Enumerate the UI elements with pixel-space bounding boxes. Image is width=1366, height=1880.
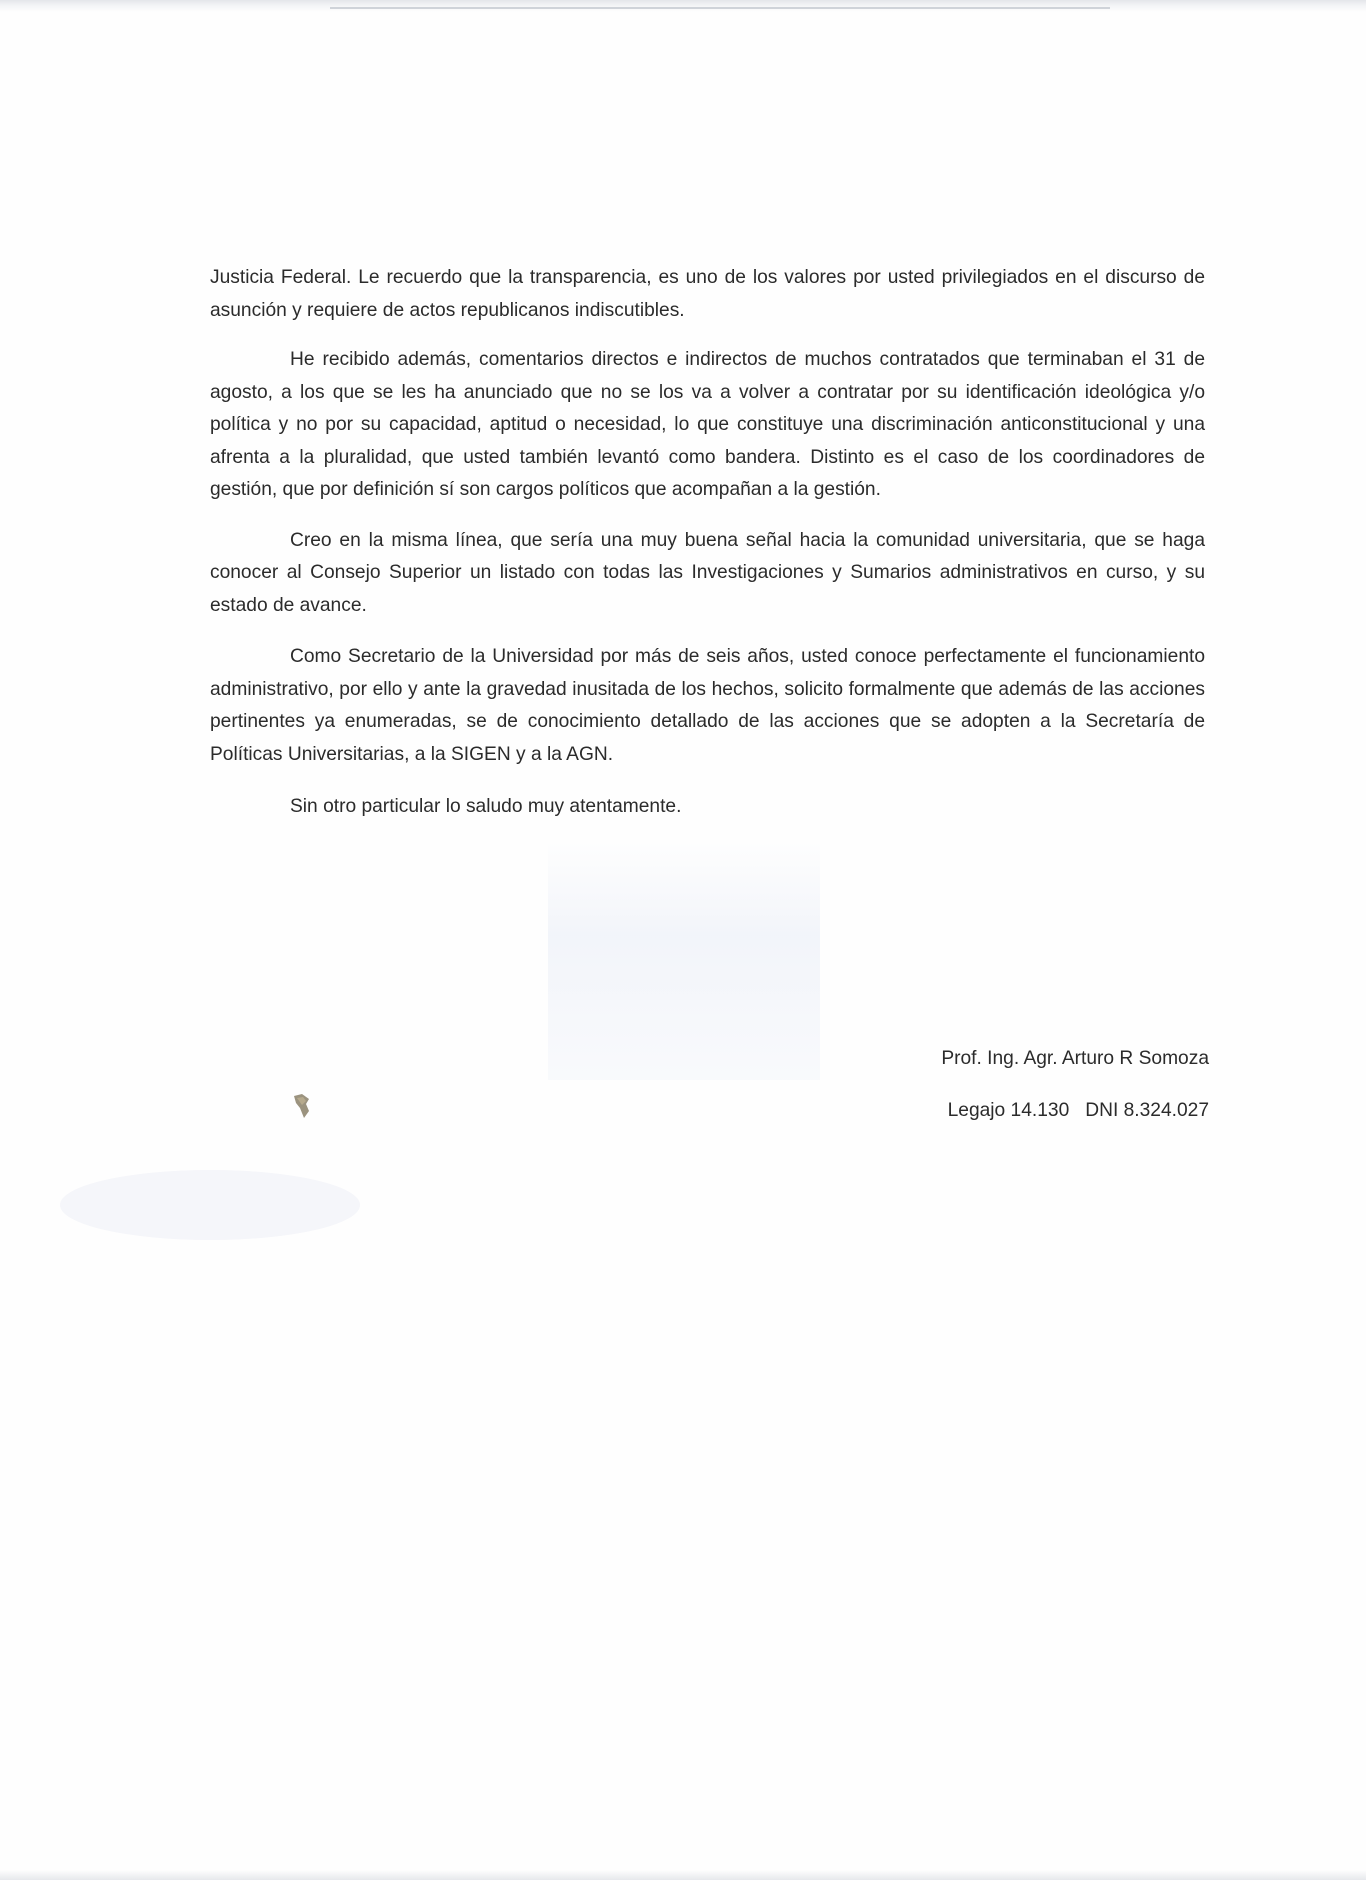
letter-body <box>210 262 1205 824</box>
scan-smudge <box>60 1170 360 1240</box>
signer-name: Prof. Ing. Agr. Arturo R Somoza <box>941 1048 1209 1069</box>
letter-paragraph: Creo en la misma línea, que sería una muy buena señal hacia la comunidad universitaria, que se haga conocer al Consejo Superior un listado con todas las Investigaciones y Sumarios administrativos en curso, y su estado de avance. <box>210 529 1205 616</box>
signer-legajo: Legajo 14.130 <box>947 1100 1070 1121</box>
letter-paragraph: Justicia Federal. Le recuerdo que la transparencia, es uno de los valores por usted privilegiados en el discurso de asunción y requiere de actos republicanos indiscutibles. <box>210 267 1205 321</box>
scan-bottom-edge <box>0 1870 1366 1880</box>
scan-top-edge <box>0 0 1366 12</box>
letter-paragraph: Como Secretario de la Universidad por más de seis años, usted conoce perfectamente el funcionamiento administrativo, por ello y ante la gravedad inusitada de los hechos, solicito formalmente que además de las acciones pertinentes ya enumeradas, se de conocimiento detallado de las acciones que se adopten a la Secretaría de Políticas Universitarias, a la SIGEN y a la AGN. <box>210 646 1205 765</box>
paper-speck-mark <box>293 1093 311 1119</box>
signature-block <box>941 1043 1209 1127</box>
letter-paragraph: He recibido además, comentarios directos e indirectos de muchos contratados que terminaban el 31 de agosto, a los que se les ha anunciado que no se los va a volver a contratar por su identificación ideológica y/o política y no por su capacidad, aptitud o necesidad, lo que constituye una discriminación anticonstitucional y una afrenta a la pluralidad, que usted también levantó como bandera. Distinto es el caso de los coordinadores de gestión, que por definición sí son cargos políticos que acompañan a la gestión. <box>210 349 1205 500</box>
signer-dni: DNI 8.324.027 <box>1085 1100 1209 1121</box>
scan-shade <box>548 840 820 1080</box>
signer-ids <box>941 1095 1209 1127</box>
closing-line: Sin otro particular lo saludo muy atentamente. <box>290 796 682 817</box>
scan-top-line <box>330 7 1110 9</box>
